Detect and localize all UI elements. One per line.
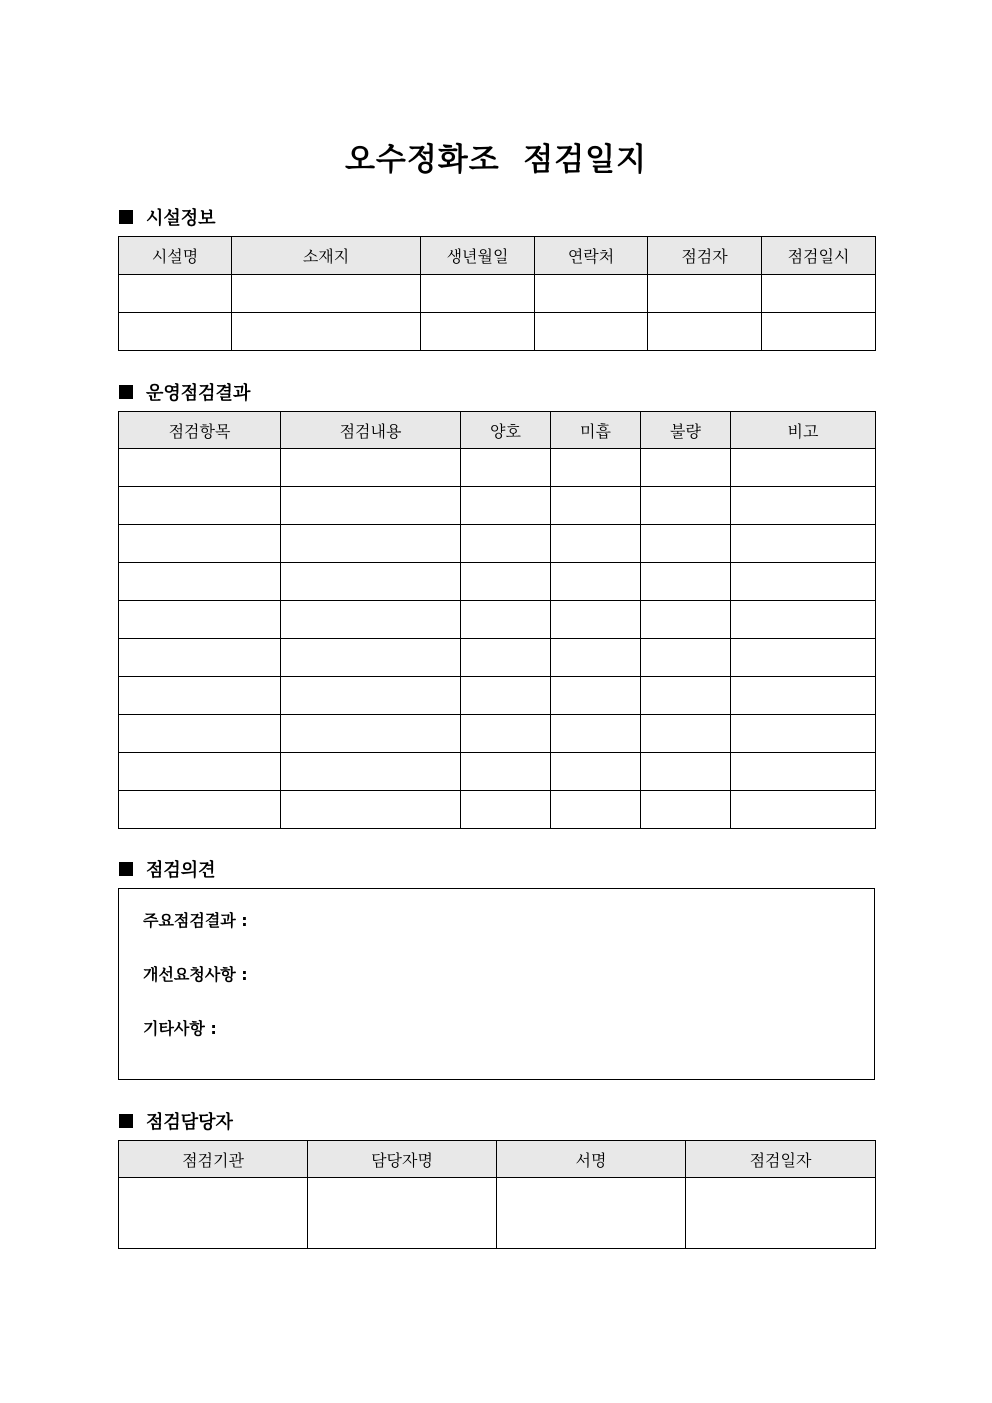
table-row [119, 601, 876, 639]
table-cell[interactable] [281, 753, 461, 791]
table-cell[interactable] [731, 715, 876, 753]
table-cell[interactable] [551, 715, 641, 753]
table-cell[interactable] [119, 715, 281, 753]
section-facility-heading [119, 205, 216, 229]
table-cell[interactable] [535, 275, 648, 313]
table-cell[interactable] [461, 601, 551, 639]
table-cell[interactable] [119, 639, 281, 677]
table-header-row [119, 1141, 876, 1178]
col-header-facility-name: 시설명 [119, 237, 232, 275]
col-header-remarks: 비고 [731, 412, 876, 449]
section-inspector-title: 점검담당자 [146, 1112, 233, 1133]
table-cell[interactable] [551, 601, 641, 639]
table-cell[interactable] [232, 313, 421, 351]
table-cell[interactable] [648, 313, 762, 351]
table-cell[interactable] [281, 563, 461, 601]
col-header-inspector: 점검자 [648, 237, 762, 275]
page-title: 오수정화조 점검일지 [344, 142, 648, 178]
col-header-good: 양호 [461, 412, 551, 449]
table-cell[interactable] [641, 677, 731, 715]
table-cell[interactable] [641, 449, 731, 487]
table-cell[interactable] [641, 791, 731, 829]
table-cell[interactable] [686, 1178, 876, 1249]
col-header-insufficient: 미흡 [551, 412, 641, 449]
col-header-birthdate: 생년월일 [421, 237, 535, 275]
col-header-inspection-datetime: 점검일시 [762, 237, 876, 275]
table-row [119, 753, 876, 791]
table-row [119, 677, 876, 715]
improvement-request-label: 개선요청사항 : [143, 965, 248, 984]
table-cell[interactable] [119, 313, 232, 351]
table-cell[interactable] [641, 601, 731, 639]
table-cell[interactable] [281, 677, 461, 715]
table-cell[interactable] [641, 487, 731, 525]
table-cell[interactable] [119, 563, 281, 601]
square-bullet-icon [119, 385, 133, 399]
table-cell[interactable] [731, 791, 876, 829]
table-cell[interactable] [461, 449, 551, 487]
table-row [119, 563, 876, 601]
col-header-person-in-charge: 담당자명 [308, 1141, 497, 1178]
table-cell[interactable] [551, 487, 641, 525]
table-cell[interactable] [731, 563, 876, 601]
inspector-table [118, 1140, 876, 1249]
table-row [119, 1178, 876, 1249]
col-header-location: 소재지 [232, 237, 421, 275]
section-operation-heading [119, 380, 250, 404]
table-cell[interactable] [731, 525, 876, 563]
table-cell[interactable] [119, 487, 281, 525]
section-facility-title: 시설정보 [146, 208, 216, 229]
signature-cell[interactable] [497, 1178, 686, 1249]
col-header-poor: 불량 [641, 412, 731, 449]
table-row [119, 715, 876, 753]
square-bullet-icon [119, 210, 133, 224]
table-cell[interactable] [281, 525, 461, 563]
table-cell[interactable] [281, 715, 461, 753]
table-cell[interactable] [648, 275, 762, 313]
operation-table-body [119, 449, 876, 829]
square-bullet-icon [119, 1114, 133, 1128]
table-cell[interactable] [461, 525, 551, 563]
square-bullet-icon [119, 862, 133, 876]
table-cell[interactable] [119, 1178, 308, 1249]
table-cell[interactable] [461, 791, 551, 829]
table-cell[interactable] [281, 791, 461, 829]
table-cell[interactable] [551, 753, 641, 791]
table-header-row [119, 237, 876, 275]
table-cell[interactable] [641, 639, 731, 677]
section-inspector-heading [119, 1109, 233, 1133]
col-header-inspection-date: 점검일자 [686, 1141, 876, 1178]
table-cell[interactable] [551, 677, 641, 715]
table-cell[interactable] [232, 275, 421, 313]
table-cell[interactable] [762, 275, 876, 313]
table-header-row [119, 412, 876, 449]
table-cell[interactable] [281, 639, 461, 677]
facility-table [118, 236, 876, 351]
table-cell[interactable] [731, 639, 876, 677]
table-row [119, 275, 876, 313]
table-cell[interactable] [119, 601, 281, 639]
table-cell[interactable] [551, 525, 641, 563]
table-cell[interactable] [551, 639, 641, 677]
col-header-check-item: 점검항목 [119, 412, 281, 449]
table-row [119, 449, 876, 487]
table-cell[interactable] [421, 313, 535, 351]
table-row [119, 313, 876, 351]
table-cell[interactable] [551, 563, 641, 601]
section-opinion-heading [119, 857, 216, 881]
table-cell[interactable] [119, 791, 281, 829]
table-row [119, 525, 876, 563]
table-cell[interactable] [119, 525, 281, 563]
col-header-inspection-agency: 점검기관 [119, 1141, 308, 1178]
table-row [119, 487, 876, 525]
table-cell[interactable] [461, 715, 551, 753]
col-header-check-content: 점검내용 [281, 412, 461, 449]
table-row [119, 791, 876, 829]
table-cell[interactable] [461, 753, 551, 791]
table-cell[interactable] [119, 275, 232, 313]
table-cell[interactable] [731, 677, 876, 715]
table-row [119, 639, 876, 677]
table-cell[interactable] [551, 791, 641, 829]
table-cell[interactable] [281, 601, 461, 639]
section-opinion-title: 점검의견 [146, 860, 216, 881]
table-cell[interactable] [281, 487, 461, 525]
table-cell[interactable] [731, 449, 876, 487]
table-cell[interactable] [641, 715, 731, 753]
table-cell[interactable] [641, 563, 731, 601]
table-cell[interactable] [461, 563, 551, 601]
other-notes-label: 기타사항 : [143, 1019, 217, 1038]
table-cell[interactable] [119, 677, 281, 715]
table-cell[interactable] [641, 525, 731, 563]
table-cell[interactable] [551, 449, 641, 487]
table-cell[interactable] [281, 449, 461, 487]
table-cell[interactable] [641, 753, 731, 791]
opinion-box[interactable] [118, 888, 875, 1080]
col-header-signature: 서명 [497, 1141, 686, 1178]
table-cell[interactable] [119, 753, 281, 791]
table-cell[interactable] [461, 487, 551, 525]
table-cell[interactable] [731, 487, 876, 525]
col-header-contact: 연락처 [535, 237, 648, 275]
table-cell[interactable] [461, 639, 551, 677]
section-operation-title: 운영점검결과 [146, 383, 251, 404]
table-cell[interactable] [762, 313, 876, 351]
table-cell[interactable] [731, 601, 876, 639]
table-cell[interactable] [461, 677, 551, 715]
table-cell[interactable] [119, 449, 281, 487]
table-cell[interactable] [731, 753, 876, 791]
table-cell[interactable] [308, 1178, 497, 1249]
operation-table [118, 411, 876, 829]
main-result-label: 주요점검결과 : [143, 911, 248, 930]
table-cell[interactable] [421, 275, 535, 313]
table-cell[interactable] [535, 313, 648, 351]
